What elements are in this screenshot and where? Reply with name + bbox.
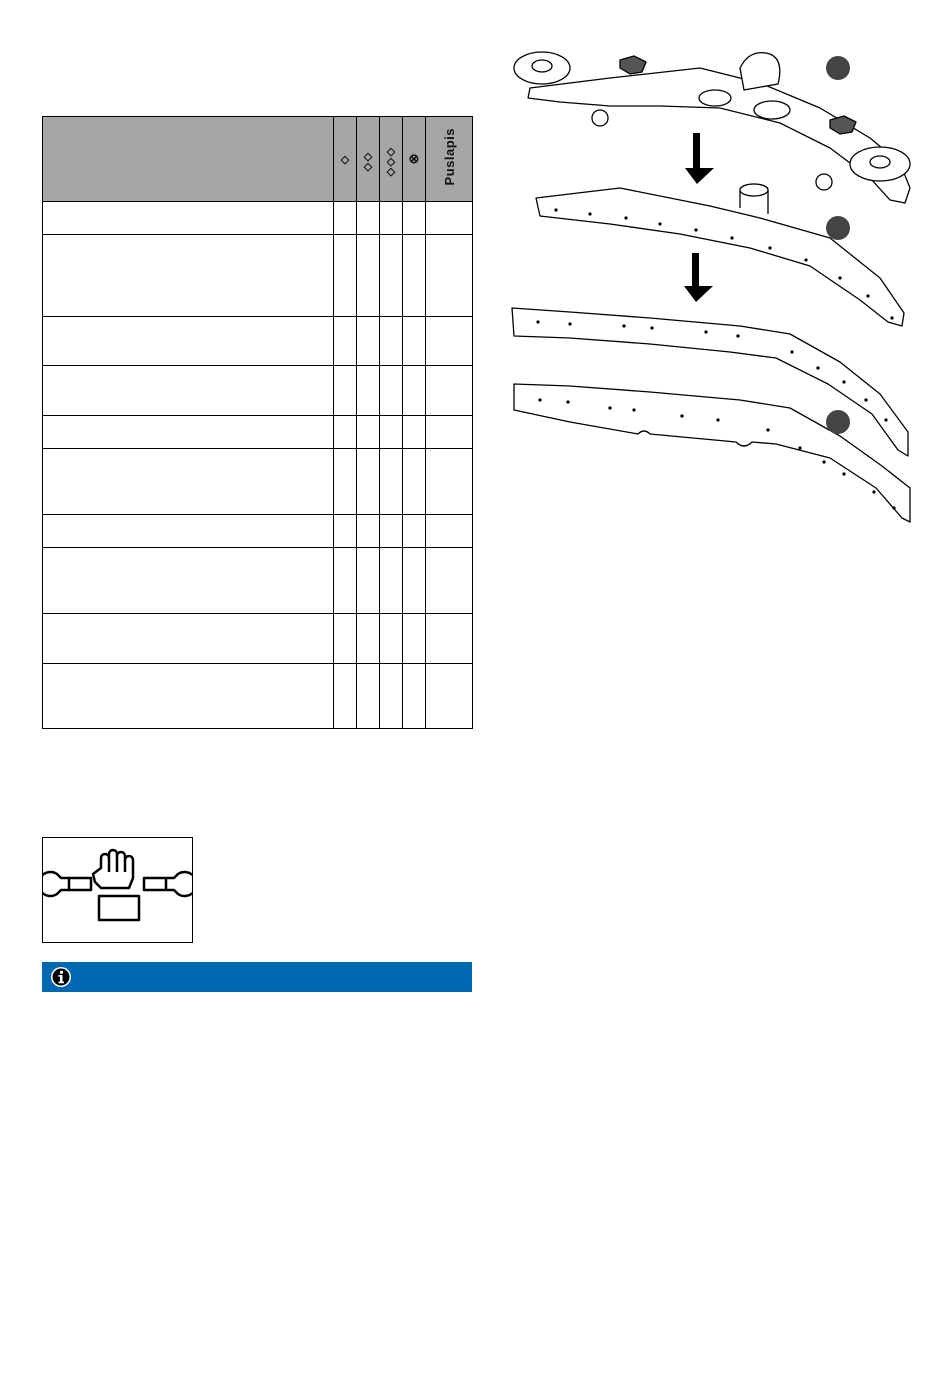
header-description — [43, 117, 334, 202]
diamond-2-icon: ◇ ◇ — [363, 150, 373, 173]
header-weekly — [357, 117, 380, 202]
row-page — [426, 449, 473, 515]
hose-connector — [740, 53, 780, 90]
header-daily — [334, 117, 357, 202]
down-arrow-icon — [684, 253, 713, 302]
table-row — [43, 515, 473, 548]
maintenance-symbol-box — [42, 837, 193, 943]
row-description — [43, 366, 334, 416]
row-description — [43, 515, 334, 548]
row-page — [426, 548, 473, 614]
table-row — [43, 202, 473, 235]
left-knob — [620, 56, 646, 74]
down-arrow-icon — [685, 133, 714, 184]
header-monthly — [380, 117, 403, 202]
diamond-3-icon: ◇ ◇ ◇ — [386, 145, 396, 178]
diamond-1-icon: ◇ — [340, 154, 350, 166]
maintenance-wrench-hand-icon — [43, 838, 192, 942]
table-row — [43, 317, 473, 366]
table-header-row — [43, 117, 473, 202]
row-description — [43, 416, 334, 449]
rear-blade — [514, 384, 910, 522]
callout-badge-1 — [826, 56, 850, 80]
row-page — [426, 416, 473, 449]
table-row — [43, 664, 473, 729]
squeegee-exploded-illustration — [500, 38, 930, 538]
row-page — [426, 664, 473, 729]
row-page — [426, 366, 473, 416]
row-description — [43, 202, 334, 235]
table-row — [43, 449, 473, 515]
table-row — [43, 235, 473, 317]
maintenance-table — [42, 116, 473, 729]
header-page: Puslapis — [426, 117, 473, 202]
row-page — [426, 614, 473, 664]
row-page — [426, 202, 473, 235]
callout-badge-2 — [826, 216, 850, 240]
circled-x-icon: ⊗ — [408, 151, 420, 166]
row-page — [426, 317, 473, 366]
row-page — [426, 515, 473, 548]
squeegee-body — [528, 68, 910, 203]
row-description — [43, 235, 334, 317]
row-page — [426, 235, 473, 317]
row-description — [43, 614, 334, 664]
callout-badge-3 — [826, 410, 850, 434]
row-description — [43, 548, 334, 614]
table-row — [43, 614, 473, 664]
info-icon — [50, 966, 72, 988]
squeegee-drawing — [500, 38, 930, 538]
table-row — [43, 548, 473, 614]
row-description — [43, 664, 334, 729]
table-row — [43, 416, 473, 449]
info-banner — [42, 962, 472, 992]
row-description — [43, 317, 334, 366]
row-description — [43, 449, 334, 515]
table-row — [43, 366, 473, 416]
squeegee-frame — [536, 188, 904, 326]
header-service — [403, 117, 426, 202]
